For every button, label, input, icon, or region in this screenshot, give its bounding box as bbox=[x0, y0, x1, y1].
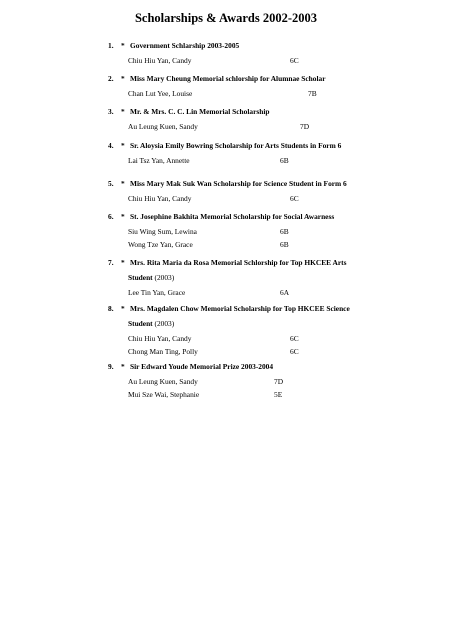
award-number: 8. bbox=[108, 304, 114, 313]
recipient-class: 6B bbox=[280, 240, 289, 249]
recipient-class: 6B bbox=[280, 227, 289, 236]
recipient-row bbox=[128, 288, 328, 298]
award-name-continued bbox=[128, 273, 174, 283]
award-number: 9. bbox=[108, 362, 114, 371]
award-number: 7. bbox=[108, 258, 114, 267]
recipient-name: Mui Sze Wai, Stephanie bbox=[128, 390, 200, 399]
recipient-class: 6B bbox=[280, 156, 289, 165]
award-bullet: * bbox=[121, 179, 125, 188]
award-number: 4. bbox=[108, 141, 114, 150]
recipient-class: 6C bbox=[290, 194, 299, 203]
recipient-name: Chiu Hiu Yan, Candy bbox=[128, 334, 192, 343]
award-name: Sir Edward Youde Memorial Prize 2003-2004 bbox=[130, 362, 274, 371]
award-name: Miss Mary Mak Suk Wan Scholarship for Science Student in Form 6 bbox=[130, 179, 347, 188]
award-name-continued-year: (2003) bbox=[152, 273, 175, 282]
award-name: Government Schlarship 2003-2005 bbox=[130, 41, 240, 50]
recipient-row bbox=[128, 227, 328, 237]
recipient-class: 5E bbox=[274, 390, 283, 399]
recipient-row bbox=[128, 334, 328, 344]
award-bullet: * bbox=[121, 362, 125, 371]
recipient-class: 6C bbox=[290, 347, 299, 356]
recipient-class: 7D bbox=[300, 122, 310, 131]
recipient-name: Chong Man Ting, Polly bbox=[128, 347, 198, 356]
award-bullet: * bbox=[121, 107, 125, 116]
award-name-continued-year: (2003) bbox=[152, 319, 175, 328]
recipient-class: 6A bbox=[280, 288, 290, 297]
award-name: Mrs. Magdalen Chow Memorial Scholarship for Top HKCEE Science bbox=[130, 304, 350, 313]
recipient-name: Wong Tze Yan, Grace bbox=[128, 240, 193, 249]
award-bullet: * bbox=[121, 41, 125, 50]
award-item bbox=[0, 362, 452, 422]
award-name: St. Josephine Bakhita Memorial Scholarship for Social Awarness bbox=[130, 212, 335, 221]
award-name-continued-bold: Student bbox=[128, 319, 153, 328]
page-title: Scholarships & Awards 2002-2003 bbox=[134, 11, 318, 25]
recipient-class: 6C bbox=[290, 334, 299, 343]
award-bullet: * bbox=[121, 304, 125, 313]
recipient-row bbox=[128, 122, 328, 132]
award-name-continued-bold: Student bbox=[128, 273, 153, 282]
award-name: Sr. Aloysia Emily Bowring Scholarship for Arts Students in Form 6 bbox=[130, 141, 342, 150]
award-name: Miss Mary Cheung Memorial schlorship for Alumnae Scholar bbox=[130, 74, 326, 83]
recipient-name: Au Leung Kuen, Sandy bbox=[128, 122, 198, 131]
award-name: Mrs. Rita Maria da Rosa Memorial Schlorship for Top HKCEE Arts bbox=[130, 258, 347, 267]
award-number: 3. bbox=[108, 107, 114, 116]
recipient-row bbox=[128, 240, 328, 250]
recipient-name: Siu Wing Sum, Lewina bbox=[128, 227, 197, 236]
recipient-row bbox=[128, 156, 328, 166]
award-number: 5. bbox=[108, 179, 114, 188]
recipient-name: Au Leung Kuen, Sandy bbox=[128, 377, 198, 386]
award-bullet: * bbox=[121, 141, 125, 150]
award-bullet: * bbox=[121, 212, 125, 221]
award-number: 1. bbox=[108, 41, 114, 50]
recipient-class: 7D bbox=[274, 377, 284, 386]
recipient-class: 7B bbox=[308, 89, 317, 98]
recipient-row bbox=[128, 390, 328, 400]
recipient-name: Lai Tsz Yan, Annette bbox=[128, 156, 190, 165]
award-number: 2. bbox=[108, 74, 114, 83]
recipient-row bbox=[128, 56, 328, 66]
award-name-continued bbox=[128, 319, 174, 329]
award-number: 6. bbox=[108, 212, 114, 221]
recipient-row bbox=[128, 347, 328, 357]
recipient-class: 6C bbox=[290, 56, 299, 65]
recipient-name: Lee Tin Yan, Grace bbox=[128, 288, 186, 297]
recipient-row bbox=[128, 377, 328, 387]
recipient-row bbox=[128, 89, 328, 99]
recipient-name: Chiu Hiu Yan, Candy bbox=[128, 194, 192, 203]
award-bullet: * bbox=[121, 258, 125, 267]
award-name: Mr. & Mrs. C. C. Lin Memorial Scholarship bbox=[130, 107, 270, 116]
recipient-row bbox=[128, 194, 328, 204]
award-bullet: * bbox=[121, 74, 125, 83]
recipient-name: Chan Lut Yee, Louise bbox=[128, 89, 193, 98]
award-item bbox=[0, 304, 452, 364]
recipient-name: Chiu Hiu Yan, Candy bbox=[128, 56, 192, 65]
